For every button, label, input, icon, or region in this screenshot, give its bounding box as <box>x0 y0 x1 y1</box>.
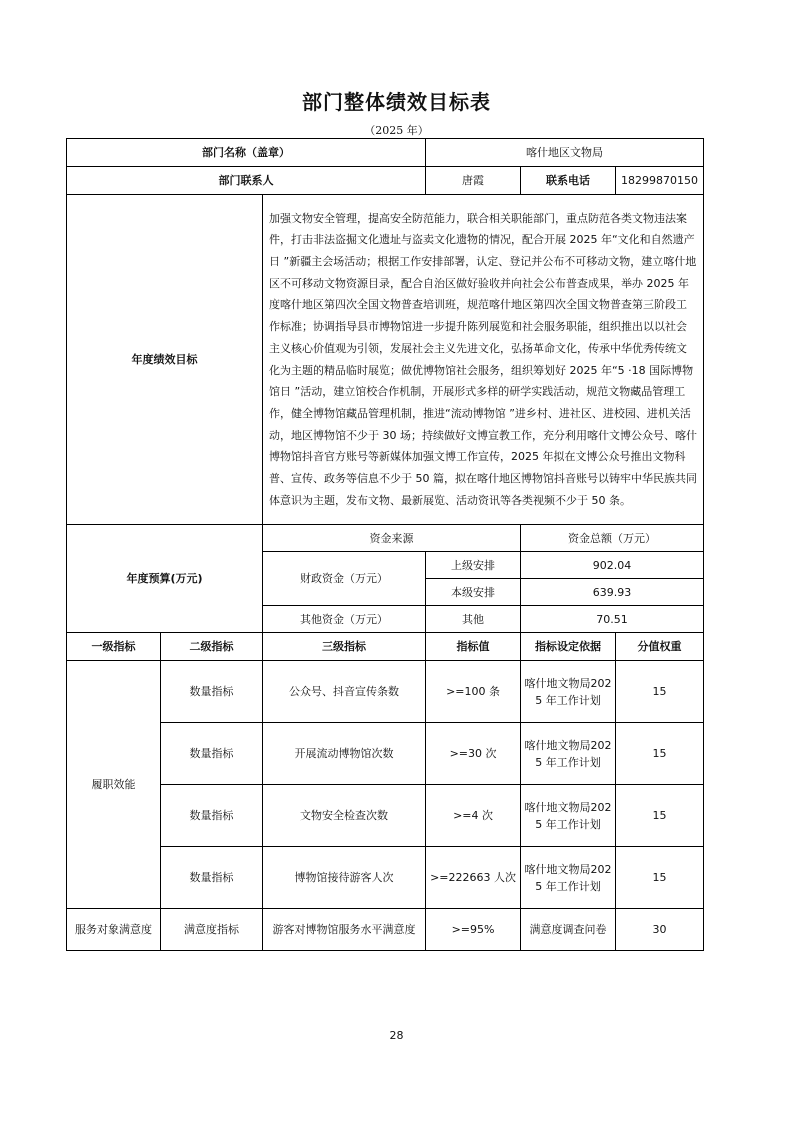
dept-name-label: 部门名称（盖章） <box>67 139 426 167</box>
weight-cell: 30 <box>616 909 704 951</box>
fund-total-header: 资金总额（万元） <box>521 525 704 552</box>
value-cell: >=4 次 <box>426 785 521 847</box>
header-basis: 指标设定依据 <box>521 633 616 661</box>
fund-source-header: 资金来源 <box>263 525 521 552</box>
basis-cell: 喀什地文物局2025 年工作计划 <box>521 785 616 847</box>
header-level1: 一级指标 <box>67 633 161 661</box>
upper-fund-value: 902.04 <box>521 552 704 579</box>
level3-cell: 博物馆接待游客人次 <box>263 847 426 909</box>
header-value: 指标值 <box>426 633 521 661</box>
basis-cell: 喀什地文物局2025 年工作计划 <box>521 723 616 785</box>
document-year: （2025 年） <box>364 124 429 137</box>
fiscal-fund-label: 财政资金（万元） <box>263 552 426 606</box>
document-title: 部门整体绩效目标表 <box>302 90 491 114</box>
phone-value: 18299870150 <box>616 167 704 195</box>
weight-cell: 15 <box>616 847 704 909</box>
goal-text: 加强文物安全管理，提高安全防范能力，联合相关职能部门，重点防范各类文物违法案件，打击非法盗掘文化遗址与盗卖文化遗物的情况，配合开展 2025 年“文化和自然遗产日 ”新疆主会场活动；根据工作安排部署，认定、登记并公布不可移动文物，建立喀什地区不可移动文物资源目录，配合自治区做好验收并向社会公布普查成果，举办 2025 年度喀什地区第四次全国文物普查培训班，规范喀什地区第四次全国文物普查第三阶段工作标准；协调指导县市博物馆进一步提升陈列展览和社会服务职能，组织推出以以社会主义核心价值观为引领，发展社会主义先进文化，弘扬革命文化，传承中华优秀传统文化为主题的精品临时展览；做优博物馆社会服务，组织筹划好 2025 年“5 ·18 国际博物馆日 ”活动，建立馆校合作机制，开展形式多样的研学实践活动，规范文物藏品管理工作，健全博物馆藏品管理机制，推进“流动博物馆 ”进乡村、进社区、进校园、进机关活动，地区博物馆不少于 30 场；持续做好文博宣教工作，充分利用喀什文博公众号、喀什博物馆抖音官方账号等新媒体加强文博工作宣传，2025 年拟在文博公众号推出文物科普、宣传、政务等信息不少于 50 篇，拟在喀什地区博物馆抖音账号以铸牢中华民族共同体意识为主题，发布文物、最新展览、活动资讯等各类视频不少于 50 条。 <box>263 195 704 525</box>
level2-cell: 数量指标 <box>161 785 263 847</box>
level2-cell: 数量指标 <box>161 661 263 723</box>
weight-cell: 15 <box>616 723 704 785</box>
group-satisfaction: 服务对象满意度 <box>67 909 161 951</box>
group-performance: 履职效能 <box>67 661 161 909</box>
upper-fund-label: 上级安排 <box>426 552 521 579</box>
basis-cell: 喀什地文物局2025 年工作计划 <box>521 847 616 909</box>
page-number: 28 <box>389 1029 404 1042</box>
table-row <box>67 785 704 847</box>
weight-cell: 15 <box>616 661 704 723</box>
phone-label: 联系电话 <box>521 167 616 195</box>
dept-name-value: 喀什地区文物局 <box>426 139 704 167</box>
basis-cell: 满意度调查问卷 <box>521 909 616 951</box>
performance-table <box>66 138 704 951</box>
contact-value: 唐霞 <box>426 167 521 195</box>
goal-label: 年度绩效目标 <box>67 195 263 525</box>
table-row <box>67 723 704 785</box>
header-weight: 分值权重 <box>616 633 704 661</box>
level3-cell: 开展流动博物馆次数 <box>263 723 426 785</box>
other-label: 其他 <box>426 606 521 633</box>
local-fund-value: 639.93 <box>521 579 704 606</box>
level2-cell: 数量指标 <box>161 847 263 909</box>
header-level2: 二级指标 <box>161 633 263 661</box>
contact-label: 部门联系人 <box>67 167 426 195</box>
header-level3: 三级指标 <box>263 633 426 661</box>
budget-label: 年度预算(万元) <box>67 525 263 633</box>
value-cell: >=100 条 <box>426 661 521 723</box>
level3-cell: 公众号、抖音宣传条数 <box>263 661 426 723</box>
table-row <box>67 847 704 909</box>
level2-cell: 数量指标 <box>161 723 263 785</box>
table-row <box>67 909 704 951</box>
value-cell: >=30 次 <box>426 723 521 785</box>
level3-cell: 游客对博物馆服务水平满意度 <box>263 909 426 951</box>
level2-cell: 满意度指标 <box>161 909 263 951</box>
local-fund-label: 本级安排 <box>426 579 521 606</box>
weight-cell: 15 <box>616 785 704 847</box>
other-fund-value: 70.51 <box>521 606 704 633</box>
value-cell: >=95% <box>426 909 521 951</box>
level3-cell: 文物安全检查次数 <box>263 785 426 847</box>
value-cell: >=222663 人次 <box>426 847 521 909</box>
other-fund-label: 其他资金（万元） <box>263 606 426 633</box>
table-row <box>67 661 704 723</box>
basis-cell: 喀什地文物局2025 年工作计划 <box>521 661 616 723</box>
